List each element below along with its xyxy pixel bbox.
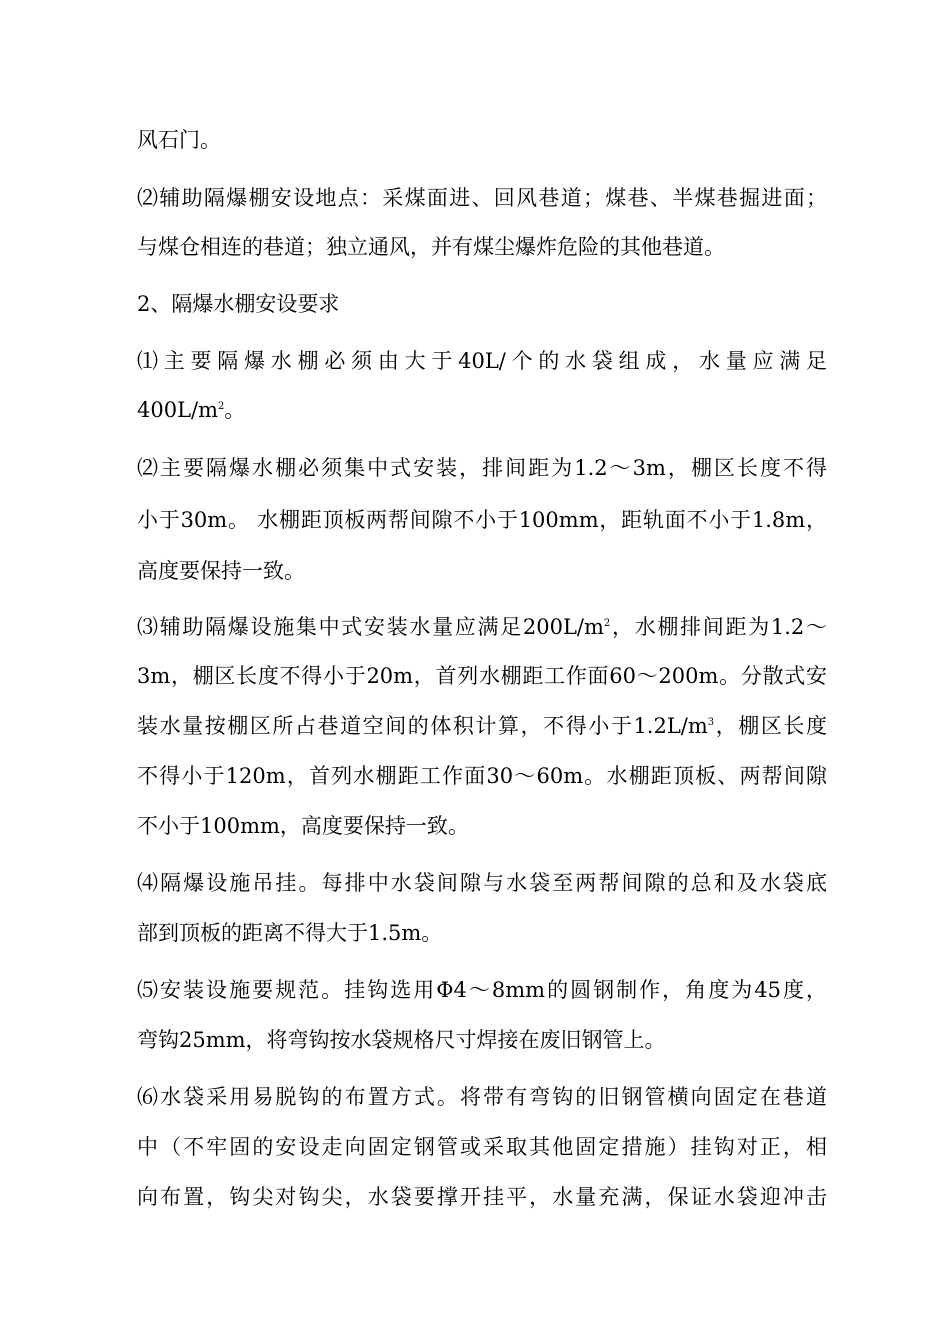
text-line: $400L/m^2$。	[137, 398, 246, 422]
text-line: 与煤仓相连的巷道；独立通风，并有煤尘爆炸危险的其他巷道。	[137, 235, 725, 259]
text-line: ⑴主要隔爆水棚必须由大于40L/个的水袋组成，水量应满足	[137, 349, 827, 373]
text-line: ⑵主要隔爆水棚必须集中式安装，排间距为1.2～3m，棚区长度不得	[137, 456, 827, 480]
text-line: ⑷隔爆设施吊挂。每排中水袋间隙与水袋至两帮间隙的总和及水袋底	[137, 871, 827, 895]
text-line: 不小于100mm，高度要保持一致。	[137, 814, 469, 838]
text-line: 装水量按棚区所占巷道空间的体积计算，不得小于$1.2L/m^3$，棚区长度	[137, 714, 827, 738]
text-line: 弯钩25mm，将弯钩按水袋规格尺寸焊接在废旧钢管上。	[137, 1028, 666, 1052]
text-line: 高度要保持一致。	[137, 559, 305, 583]
text-line: ⑵辅助隔爆棚安设地点：采煤面进、回风巷道；煤巷、半煤巷掘进面；	[137, 186, 827, 210]
text-line: 不得小于120m，首列水棚距工作面30～60m。水棚距顶板、两帮间隙	[137, 764, 827, 788]
text-line: 3m，棚区长度不得小于20m，首列水棚距工作面60～200m。分散式安	[137, 664, 827, 688]
text-line: 风石门。	[137, 128, 221, 152]
text-line: 小于30m。 水棚距顶板两帮间隙不小于100mm，距轨面不小于1.8m，	[137, 508, 827, 532]
text-line: 向布置，钩尖对钩尖，水袋要撑开挂平，水量充满，保证水袋迎冲击	[137, 1185, 827, 1209]
text-line: 中（不牢固的安设走向固定钢管或采取其他固定措施）挂钩对正，相	[137, 1135, 827, 1159]
section-heading: 2、隔爆水棚安设要求	[137, 292, 340, 316]
text-line: 部到顶板的距离不得大于1.5m。	[137, 921, 443, 945]
text-line: ⑸安装设施要规范。挂钩选用Φ4～8mm的圆钢制作，角度为45度，	[137, 978, 827, 1002]
text-line: ⑹水袋采用易脱钩的布置方式。将带有弯钩的旧钢管横向固定在巷道	[137, 1085, 827, 1109]
text-line: ⑶辅助隔爆设施集中式安装水量应满足$200L/m^2$，水棚排间距为1.2～	[137, 615, 827, 639]
